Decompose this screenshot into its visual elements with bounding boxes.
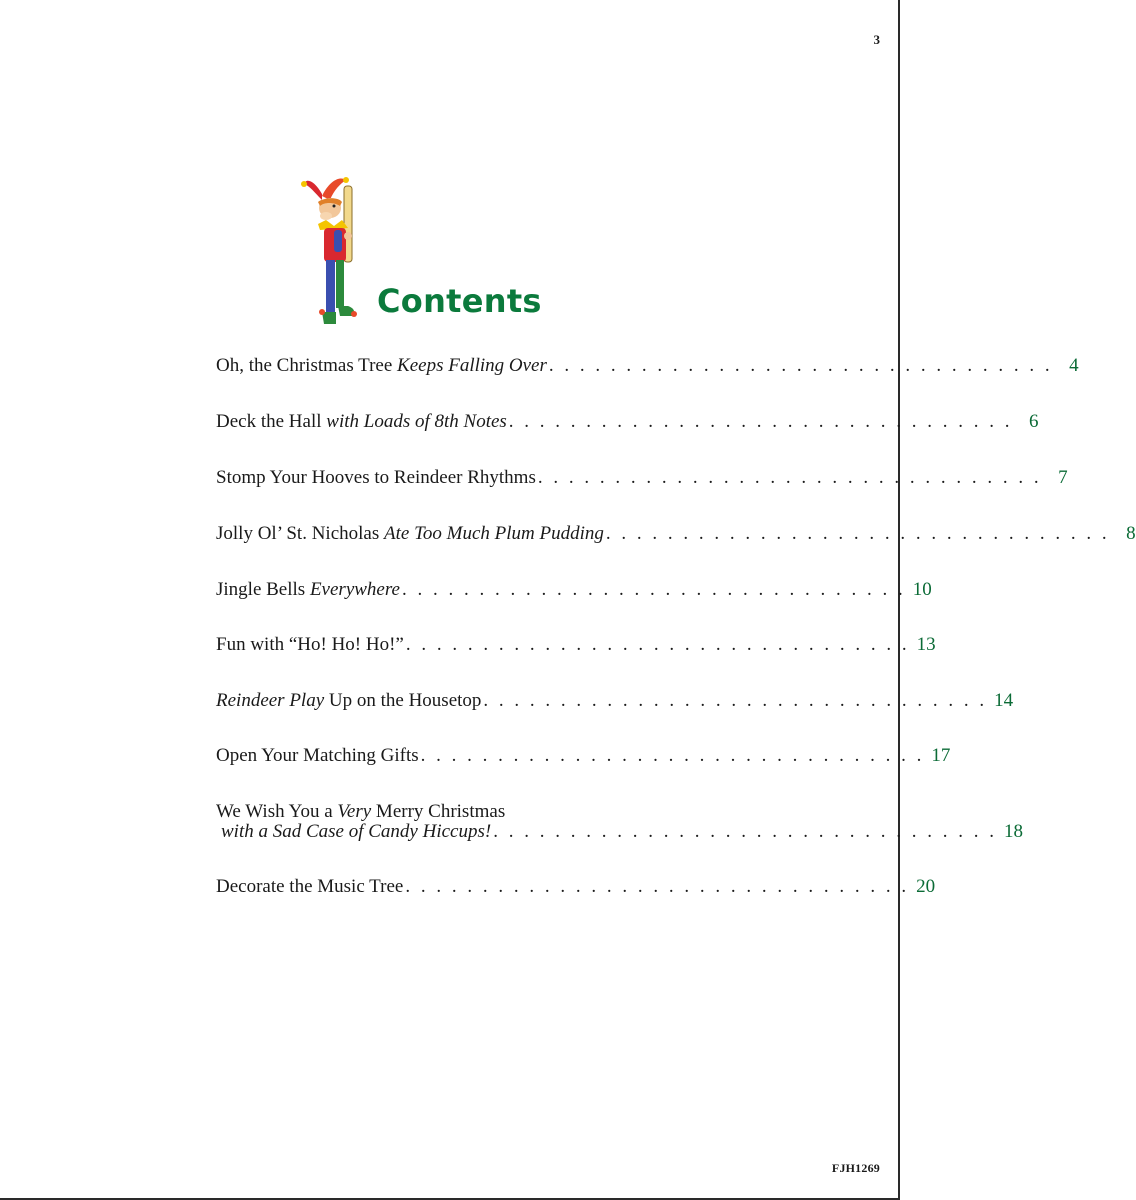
toc-entry[interactable] bbox=[216, 634, 936, 675]
dot-leader: . . . . . . . . . . . . . . . . . . . . . . . . . . . . . . . . . bbox=[405, 634, 910, 655]
dot-leader: . . . . . . . . . . . . . . . . . . . . . . . . . . . . . . . . . bbox=[537, 467, 1042, 488]
page-number: 3 bbox=[873, 32, 880, 47]
toc-page-number: 10 bbox=[912, 579, 932, 600]
toc-title: Open Your Matching Gifts bbox=[216, 745, 419, 766]
toc-entry[interactable] bbox=[216, 411, 1039, 452]
dot-leader: . . . . . . . . . . . . . . . . . . . . . . . . . . . . . . . . . bbox=[508, 411, 1013, 432]
dot-leader: . . . . . . . . . . . . . . . . . . . . . . . . . . . . . . . . . bbox=[493, 821, 997, 842]
toc-page-number: 6 bbox=[1029, 411, 1039, 432]
toc-page-number: 18 bbox=[1003, 821, 1023, 842]
toc-page-number: 4 bbox=[1069, 355, 1079, 376]
toc-entry[interactable] bbox=[216, 690, 1014, 731]
toc-page-number: 17 bbox=[931, 745, 951, 766]
toc-title: Fun with “Ho! Ho! Ho!” bbox=[216, 634, 404, 655]
toc-page-number: 7 bbox=[1058, 467, 1068, 488]
dot-leader: . . . . . . . . . . . . . . . . . . . . . . . . . . . . . . . . . bbox=[605, 523, 1110, 544]
toc-page-number: 14 bbox=[994, 690, 1014, 711]
toc-title: Stomp Your Hooves to Reindeer Rhythms bbox=[216, 467, 536, 488]
toc-page-number: 20 bbox=[916, 876, 936, 897]
toc-title: Decorate the Music Tree bbox=[216, 876, 404, 897]
dot-leader: . . . . . . . . . . . . . . . . . . . . . . . . . . . . . . . . . bbox=[401, 579, 906, 600]
toc-title: Deck the Hall with Loads of 8th Notes bbox=[216, 411, 507, 432]
toc-entry[interactable] bbox=[216, 579, 932, 620]
dot-leader: . . . . . . . . . . . . . . . . . . . . . . . . . . . . . . . . . bbox=[548, 355, 1053, 376]
toc-entry[interactable] bbox=[216, 801, 1023, 846]
dot-leader: . . . . . . . . . . . . . . . . . . . . . . . . . . . . . . . . . bbox=[420, 745, 925, 766]
elf-illustration bbox=[300, 172, 372, 334]
contents-heading: Contents bbox=[377, 282, 542, 320]
toc-title: Reindeer Play Up on the Housetop bbox=[216, 690, 482, 711]
toc-title: Jingle Bells Everywhere bbox=[216, 579, 400, 600]
toc-title-line-2: with a Sad Case of Candy Hiccups! bbox=[221, 821, 492, 842]
toc-title: Oh, the Christmas Tree Keeps Falling Over bbox=[216, 355, 547, 376]
toc-entry[interactable] bbox=[216, 523, 1136, 564]
toc-entry[interactable] bbox=[216, 876, 936, 917]
toc-entry[interactable] bbox=[216, 355, 1079, 396]
publication-code: FJH1269 bbox=[831, 1161, 880, 1175]
dot-leader: . . . . . . . . . . . . . . . . . . . . . . . . . . . . . . . . . bbox=[405, 876, 910, 897]
toc-page-number: 8 bbox=[1126, 523, 1136, 544]
toc-title-line-1: We Wish You a Very Merry Christmas bbox=[216, 801, 506, 822]
dot-leader: . . . . . . . . . . . . . . . . . . . . . . . . . . . . . . . . . bbox=[483, 690, 988, 711]
toc-entry[interactable] bbox=[216, 467, 1068, 508]
toc-title: Jolly Ol’ St. Nicholas Ate Too Much Plum Pudding bbox=[216, 523, 604, 544]
toc-entry[interactable] bbox=[216, 745, 951, 786]
toc-page-number: 13 bbox=[916, 634, 936, 655]
